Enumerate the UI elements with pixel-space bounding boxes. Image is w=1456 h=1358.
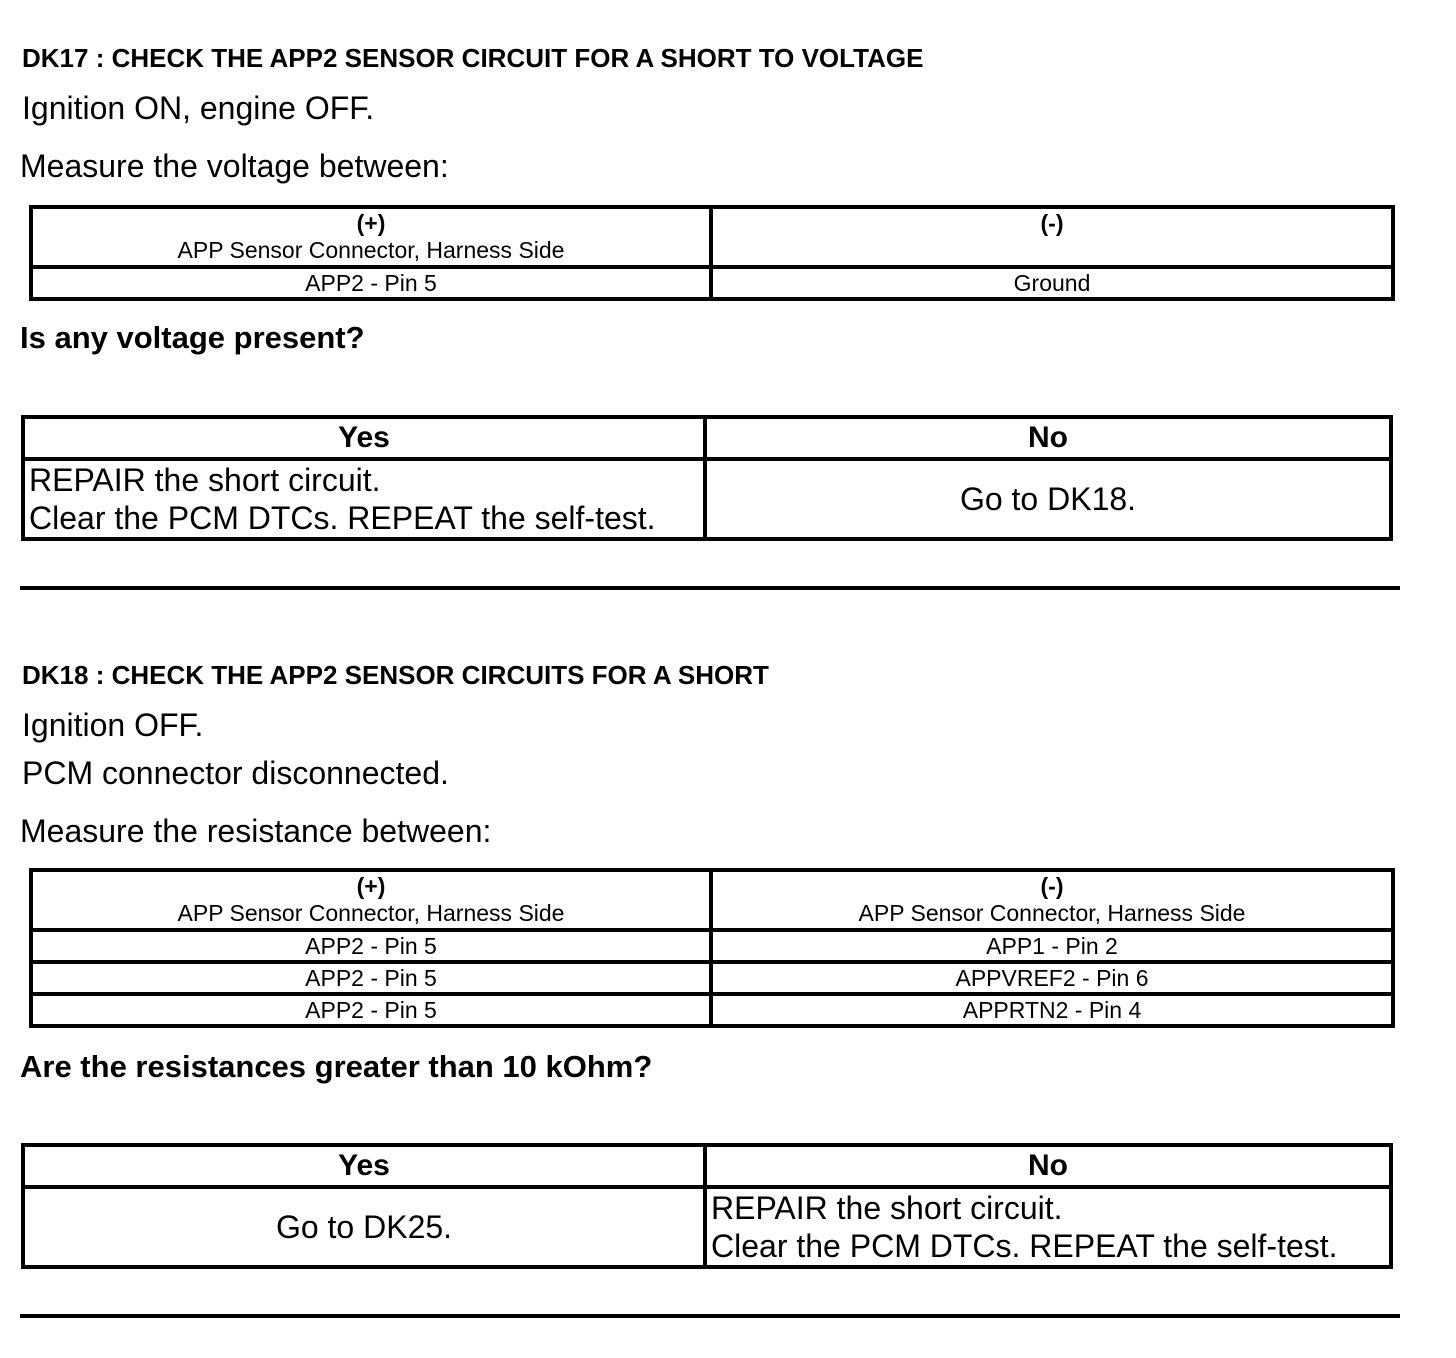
dk17-measure-table bbox=[29, 205, 1395, 301]
section-divider bbox=[20, 586, 1400, 590]
dk18-measure-table bbox=[29, 868, 1395, 1028]
table-row bbox=[31, 962, 1393, 994]
dk18-row3-minus: APPRTN2 - Pin 4 bbox=[711, 994, 1393, 1026]
dk18-plus-sign: (+) bbox=[356, 873, 386, 899]
dk17-title: DK17 : CHECK THE APP2 SENSOR CIRCUIT FOR A SHORT TO VOLTAGE bbox=[22, 43, 924, 73]
dk18-result-table bbox=[21, 1143, 1393, 1269]
dk17-row1-plus: APP2 - Pin 5 bbox=[31, 267, 711, 299]
dk18-instruction-2: PCM connector disconnected. bbox=[22, 755, 449, 791]
dk17-minus-sign: (-) bbox=[1040, 210, 1064, 236]
dk18-measure-label: Measure the resistance between: bbox=[20, 813, 492, 849]
dk18-no-action bbox=[705, 1187, 1391, 1267]
dk18-instruction-1: Ignition OFF. bbox=[22, 707, 204, 743]
dk18-plus-desc: APP Sensor Connector, Harness Side bbox=[177, 900, 565, 926]
table-row bbox=[31, 930, 1393, 962]
dk18-measure-header-row bbox=[31, 870, 1393, 930]
dk18-row2-minus: APPVREF2 - Pin 6 bbox=[711, 962, 1393, 994]
dk18-question: Are the resistances greater than 10 kOhm? bbox=[20, 1049, 653, 1084]
dk17-no-action: Go to DK18. bbox=[705, 459, 1391, 539]
dk18-minus-sign: (-) bbox=[1040, 873, 1064, 899]
dk17-row1-minus: Ground bbox=[711, 267, 1393, 299]
dk18-row1-minus: APP1 - Pin 2 bbox=[711, 930, 1393, 962]
dk18-yes-header: Yes bbox=[23, 1145, 705, 1187]
dk17-measure-header-plus bbox=[31, 207, 711, 267]
dk18-no-header: No bbox=[705, 1145, 1391, 1187]
dk18-minus-desc: APP Sensor Connector, Harness Side bbox=[858, 900, 1246, 926]
dk17-result-header-row bbox=[23, 417, 1391, 459]
dk17-yes-line-2: Clear the PCM DTCs. REPEAT the self-test. bbox=[29, 500, 656, 536]
dk17-yes-action bbox=[23, 459, 705, 539]
dk17-instruction-1: Ignition ON, engine OFF. bbox=[22, 90, 375, 126]
dk17-question: Is any voltage present? bbox=[20, 320, 365, 355]
dk18-result-body-row bbox=[23, 1187, 1391, 1267]
dk18-measure-header-minus bbox=[711, 870, 1393, 930]
dk18-row1-plus: APP2 - Pin 5 bbox=[31, 930, 711, 962]
dk18-no-line-2: Clear the PCM DTCs. REPEAT the self-test. bbox=[711, 1228, 1338, 1264]
dk17-plus-desc: APP Sensor Connector, Harness Side bbox=[177, 237, 565, 263]
dk17-yes-header: Yes bbox=[23, 417, 705, 459]
dk18-no-line-1: REPAIR the short circuit. bbox=[711, 1190, 1063, 1226]
dk17-result-table bbox=[21, 415, 1393, 541]
dk17-measure-header-row bbox=[31, 207, 1393, 267]
dk18-result-header-row bbox=[23, 1145, 1391, 1187]
dk18-measure-header-plus bbox=[31, 870, 711, 930]
table-row bbox=[31, 994, 1393, 1026]
dk18-yes-action: Go to DK25. bbox=[23, 1187, 705, 1267]
dk17-no-header: No bbox=[705, 417, 1391, 459]
dk17-yes-line-1: REPAIR the short circuit. bbox=[29, 462, 381, 498]
dk17-result-body-row bbox=[23, 459, 1391, 539]
dk18-row2-plus: APP2 - Pin 5 bbox=[31, 962, 711, 994]
dk17-plus-sign: (+) bbox=[356, 210, 386, 236]
table-row bbox=[31, 267, 1393, 299]
dk18-title: DK18 : CHECK THE APP2 SENSOR CIRCUITS FOR A SHORT bbox=[22, 660, 769, 690]
dk18-row3-plus: APP2 - Pin 5 bbox=[31, 994, 711, 1026]
dk17-measure-header-minus bbox=[711, 207, 1393, 267]
dk17-measure-label: Measure the voltage between: bbox=[20, 148, 449, 184]
section-divider bbox=[20, 1314, 1400, 1318]
